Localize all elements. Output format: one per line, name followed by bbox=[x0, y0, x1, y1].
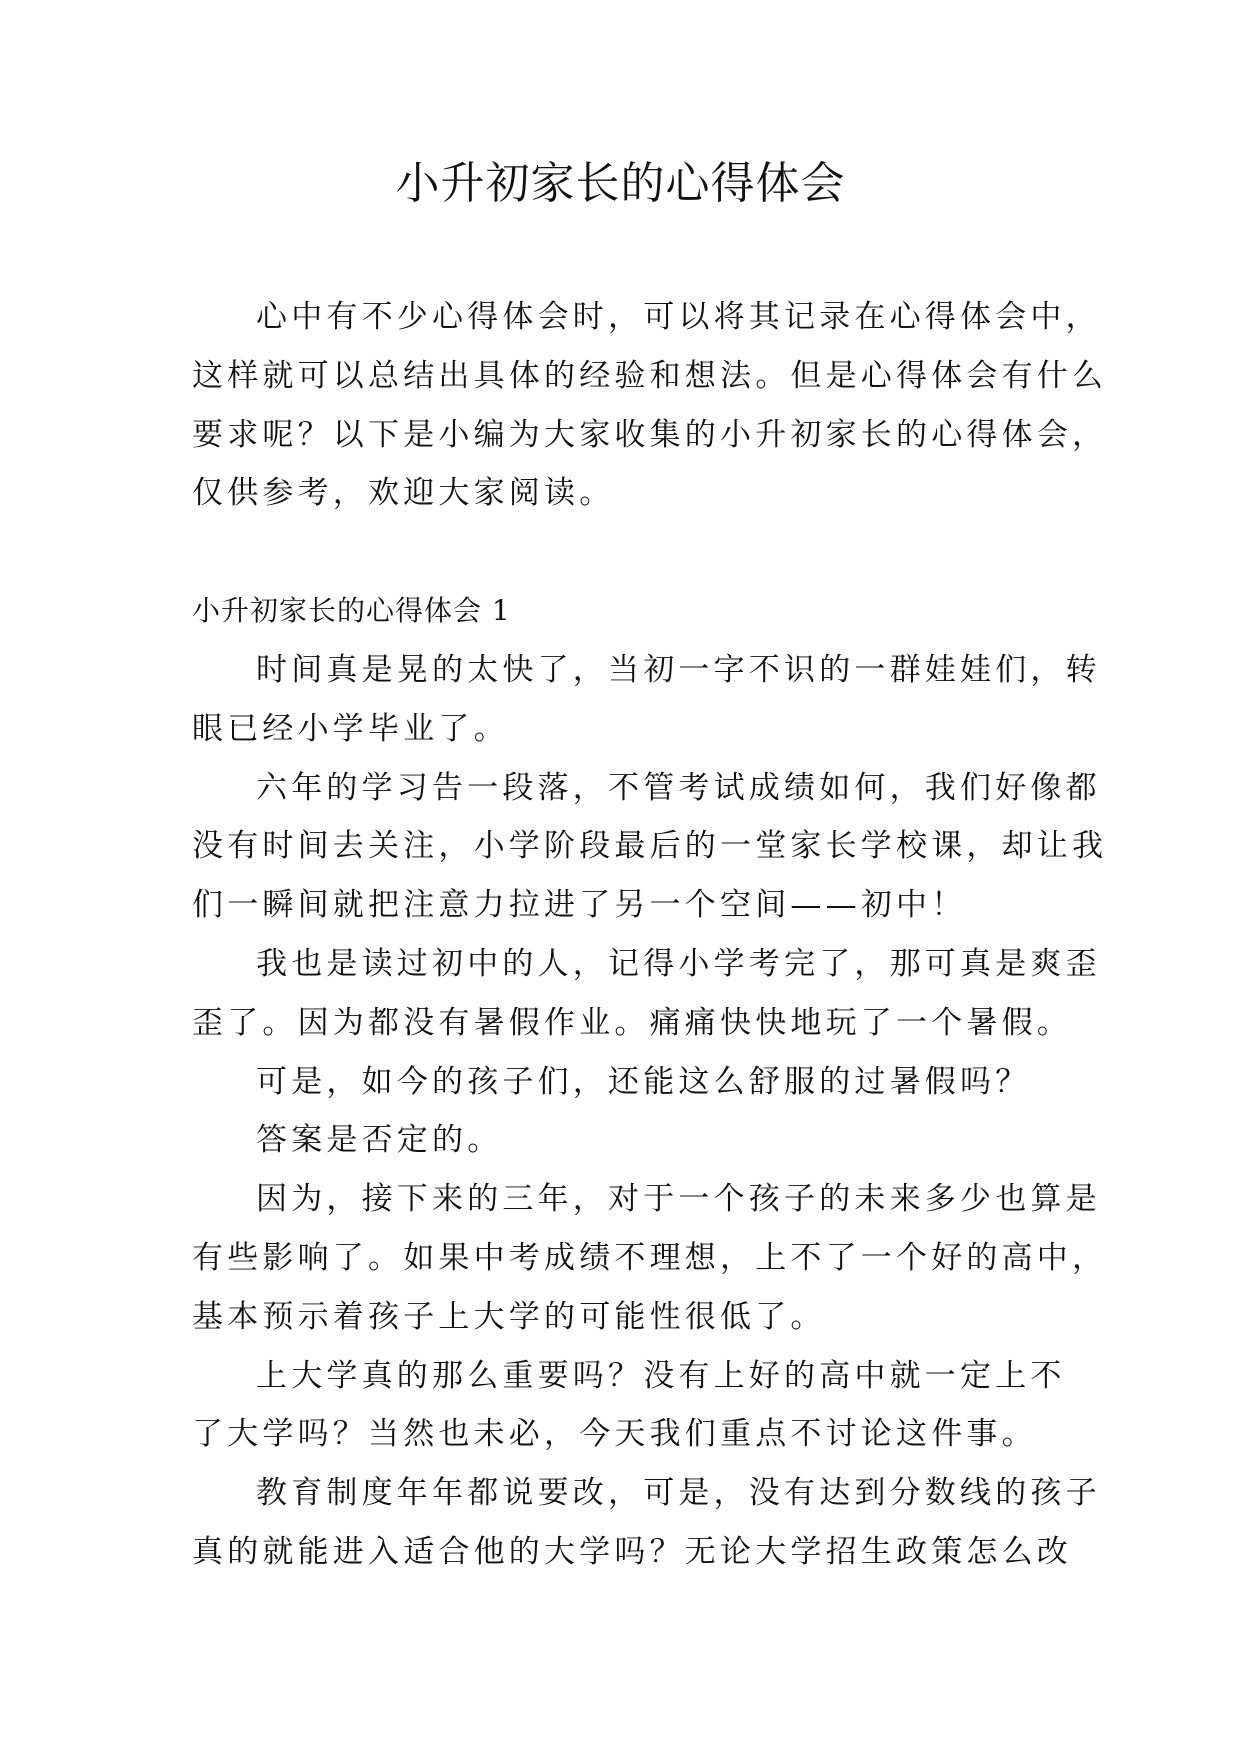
paragraph-line: 眼已经小学毕业了。 bbox=[192, 710, 509, 747]
document-title: 小升初家长的心得体会 bbox=[395, 158, 846, 209]
paragraph-line: 可是，如今的孩子们，还能这么舒服的过暑假吗？ bbox=[256, 1063, 1031, 1100]
intro-line: 这样就可以总结出具体的经验和想法。但是心得体会有什么 bbox=[192, 357, 1108, 394]
paragraph-line: 因为，接下来的三年，对于一个孩子的未来多少也算是 bbox=[256, 1181, 1101, 1218]
paragraph-line: 没有时间去关注，小学阶段最后的一堂家长学校课，却让我 bbox=[192, 828, 1108, 865]
intro-line: 心中有不少心得体会时，可以将其记录在心得体会中， bbox=[256, 299, 1101, 335]
paragraph-line: 基本预示着孩子上大学的可能性很低了。 bbox=[192, 1298, 826, 1335]
paragraph bbox=[192, 1111, 1060, 1170]
paragraph-line: 歪了。因为都没有暑假作业。痛痛快快地玩了一个暑假。 bbox=[192, 1004, 1072, 1041]
paragraph bbox=[192, 1170, 1108, 1346]
paragraph-line: 有些影响了。如果中考成绩不理想，上不了一个好的高中， bbox=[192, 1239, 1108, 1276]
paragraph-line: 我也是读过初中的人，记得小学考完了，那可真是爽歪 bbox=[256, 945, 1101, 982]
paragraph-line: 真的就能进入适合他的大学吗？无论大学招生政策怎么改 bbox=[192, 1533, 1072, 1570]
paragraph bbox=[192, 935, 1101, 1053]
paragraph bbox=[192, 759, 1108, 935]
paragraph-line: 们一瞬间就把注意力拉进了另一个空间——初中！ bbox=[192, 887, 967, 924]
paragraph-line: 时间真是晃的太快了，当初一字不识的一群娃娃们，转 bbox=[256, 651, 1101, 688]
paragraph-line: 六年的学习告一段落，不管考试成绩如何，我们好像都 bbox=[256, 769, 1101, 806]
intro-line: 仅供参考，欢迎大家阅读。 bbox=[192, 475, 615, 512]
spacer bbox=[192, 523, 1060, 582]
paragraph bbox=[192, 641, 1101, 759]
paragraph bbox=[192, 1464, 1101, 1582]
paragraph bbox=[192, 1347, 1066, 1465]
paragraph-line: 答案是否定的。 bbox=[256, 1122, 503, 1159]
paragraph bbox=[192, 1053, 1060, 1112]
paragraph-line: 上大学真的那么重要吗？没有上好的高中就一定上不 bbox=[256, 1357, 1066, 1394]
section-heading: 小升初家长的心得体会 1 bbox=[192, 594, 511, 628]
paragraph-line: 教育制度年年都说要改，可是，没有达到分数线的孩子 bbox=[256, 1475, 1101, 1512]
intro-line: 要求呢？以下是小编为大家收集的小升初家长的心得体会， bbox=[192, 416, 1108, 453]
document-body bbox=[192, 288, 1108, 1582]
paragraph-line: 了大学吗？当然也未必，今天我们重点不讨论这件事。 bbox=[192, 1416, 1037, 1453]
intro-paragraph bbox=[192, 288, 1108, 523]
